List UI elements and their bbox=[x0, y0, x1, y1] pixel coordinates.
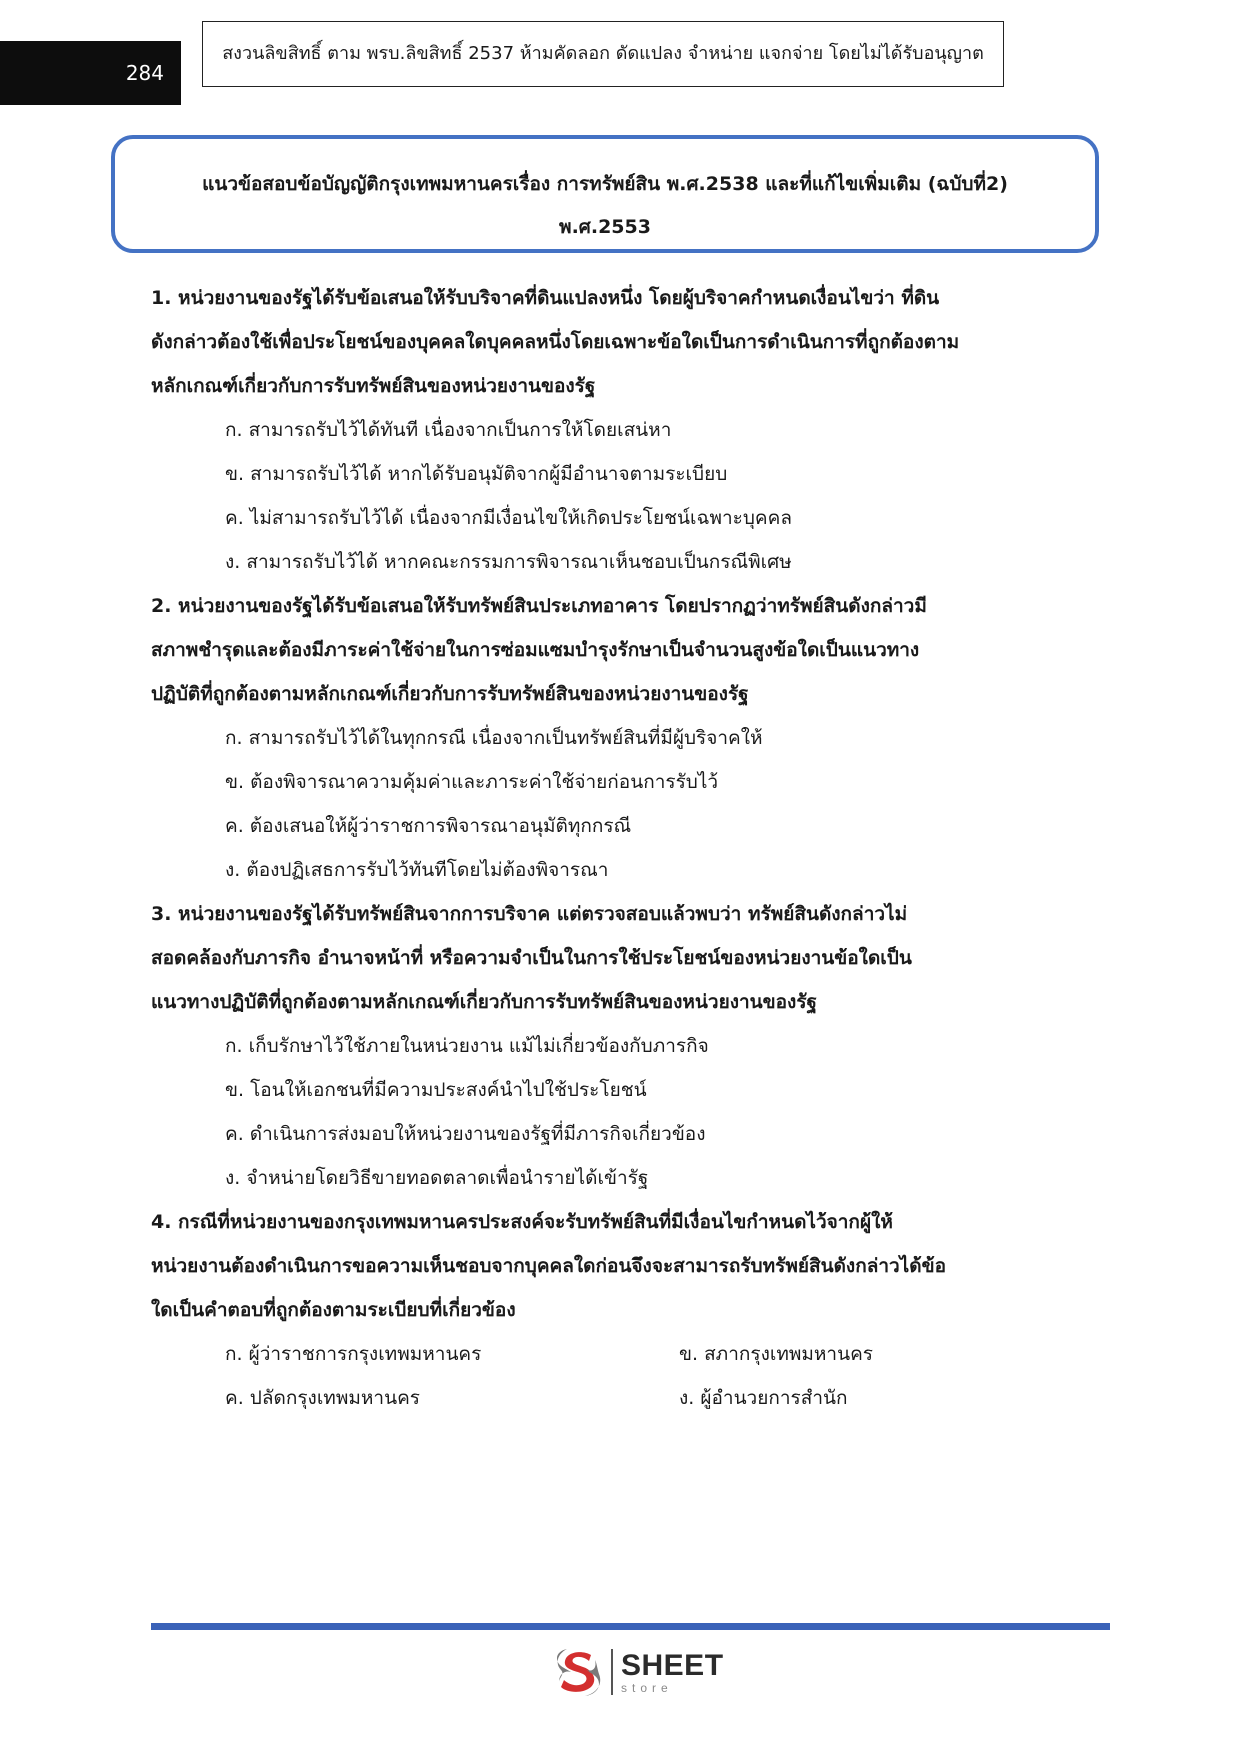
answer-option: ข. สภากรุงเทพมหานคร bbox=[679, 1343, 874, 1365]
question-text: แนวทางปฏิบัติที่ถูกต้องตามหลักเกณฑ์เกี่ยวกับการรับทรัพย์สินของหน่วยงานของรัฐ bbox=[151, 991, 818, 1013]
question-list bbox=[151, 276, 1101, 1420]
question-text: 2. หน่วยงานของรัฐได้รับข้อเสนอให้รับทรัพย์สินประเภทอาคาร โดยปรากฏว่าทรัพย์สินดังกล่าวมี bbox=[151, 595, 927, 617]
answer-option: ข. สามารถรับไว้ได้ หากได้รับอนุมัติจากผู้มีอำนาจตามระเบียบ bbox=[225, 463, 728, 485]
copyright-notice: สงวนลิขสิทธิ์ ตาม พรบ.ลิขสิทธิ์ 2537 ห้ามคัดลอก ดัดแปลง จำหน่าย แจกจ่าย โดยไม่ได้รับอนุญาต bbox=[202, 21, 1004, 87]
answer-option: ค. ดำเนินการส่งมอบให้หน่วยงานของรัฐที่มีภารกิจเกี่ยวข้อง bbox=[225, 1123, 706, 1145]
answer-option: ก. สามารถรับไว้ได้ทันที เนื่องจากเป็นการให้โดยเสน่หา bbox=[225, 419, 672, 441]
answer-option-grid bbox=[151, 1332, 1101, 1420]
question-text: สภาพชำรุดและต้องมีภาระค่าใช้จ่ายในการซ่อมแซมบำรุงรักษาเป็นจำนวนสูงข้อใดเป็นแนวทาง bbox=[151, 639, 920, 661]
question-text: 4. กรณีที่หน่วยงานของกรุงเทพมหานครประสงค์จะรับทรัพย์สินที่มีเงื่อนไขกำหนดไว้จากผู้ให้ bbox=[151, 1211, 893, 1233]
question-text: หลักเกณฑ์เกี่ยวกับการรับทรัพย์สินของหน่วยงานของรัฐ bbox=[151, 375, 596, 397]
question-4 bbox=[151, 1200, 1101, 1420]
answer-option: ก. สามารถรับไว้ได้ในทุกกรณี เนื่องจากเป็นทรัพย์สินที่มีผู้บริจาคให้ bbox=[225, 727, 763, 749]
section-title-line-2: พ.ศ.2553 bbox=[559, 216, 651, 238]
question-text: ปฏิบัติที่ถูกต้องตามหลักเกณฑ์เกี่ยวกับการรับทรัพย์สินของหน่วยงานของรัฐ bbox=[151, 683, 749, 705]
question-text: ใดเป็นคำตอบที่ถูกต้องตามระเบียบที่เกี่ยวข้อง bbox=[151, 1299, 516, 1321]
question-3 bbox=[151, 892, 1101, 1200]
question-2 bbox=[151, 584, 1101, 892]
sheet-s-logo-icon bbox=[553, 1646, 605, 1698]
footer-divider bbox=[151, 1623, 1110, 1630]
answer-option: ข. โอนให้เอกชนที่มีความประสงค์นำไปใช้ประโยชน์ bbox=[225, 1079, 647, 1101]
sheet-store-logo bbox=[553, 1645, 724, 1699]
answer-option: ค. ปลัดกรุงเทพมหานคร bbox=[225, 1387, 420, 1409]
question-text: 3. หน่วยงานของรัฐได้รับทรัพย์สินจากการบริจาค แต่ตรวจสอบแล้วพบว่า ทรัพย์สินดังกล่าวไม่ bbox=[151, 903, 908, 925]
answer-option: ค. ต้องเสนอให้ผู้ว่าราชการพิจารณาอนุมัติทุกกรณี bbox=[225, 815, 632, 837]
question-text: หน่วยงานต้องดำเนินการขอความเห็นชอบจากบุคคลใดก่อนจึงจะสามารถรับทรัพย์สินดังกล่าวได้ข้อ bbox=[151, 1255, 946, 1277]
logo-sub-text: store bbox=[621, 1680, 673, 1695]
question-text: สอดคล้องกับภารกิจ อำนาจหน้าที่ หรือความจำเป็นในการใช้ประโยชน์ของหน่วยงานข้อใดเป็น bbox=[151, 947, 912, 969]
logo-wordmark bbox=[621, 1648, 724, 1695]
answer-option: ก. ผู้ว่าราชการกรุงเทพมหานคร bbox=[225, 1343, 482, 1365]
page-number: 284 bbox=[0, 41, 181, 105]
question-text: 1. หน่วยงานของรัฐได้รับข้อเสนอให้รับบริจาคที่ดินแปลงหนึ่ง โดยผู้บริจาคกำหนดเงื่อนไขว่า ที่ดิน bbox=[151, 287, 940, 309]
answer-option: ข. ต้องพิจารณาความคุ้มค่าและภาระค่าใช้จ่ายก่อนการรับไว้ bbox=[225, 771, 719, 793]
logo-separator bbox=[611, 1649, 613, 1695]
answer-option: ก. เก็บรักษาไว้ใช้ภายในหน่วยงาน แม้ไม่เกี่ยวข้องกับภารกิจ bbox=[225, 1035, 709, 1057]
answer-option: ง. สามารถรับไว้ได้ หากคณะกรรมการพิจารณาเห็นชอบเป็นกรณีพิเศษ bbox=[225, 551, 792, 573]
logo-main-text: SHEET bbox=[621, 1648, 724, 1682]
question-1 bbox=[151, 276, 1101, 584]
answer-option: ง. ผู้อำนวยการสำนัก bbox=[679, 1387, 848, 1409]
question-text: ดังกล่าวต้องใช้เพื่อประโยชน์ของบุคคลใดบุคคลหนึ่งโดยเฉพาะข้อใดเป็นการดำเนินการที่ถูกต้องตาม bbox=[151, 331, 960, 353]
answer-option: ค. ไม่สามารถรับไว้ได้ เนื่องจากมีเงื่อนไขให้เกิดประโยชน์เฉพาะบุคคล bbox=[225, 507, 792, 529]
answer-option: ง. จำหน่ายโดยวิธีขายทอดตลาดเพื่อนำรายได้เข้ารัฐ bbox=[225, 1167, 649, 1189]
answer-option: ง. ต้องปฏิเสธการรับไว้ทันทีโดยไม่ต้องพิจารณา bbox=[225, 859, 609, 881]
section-title bbox=[111, 135, 1099, 253]
section-title-line-1: แนวข้อสอบข้อบัญญัติกรุงเทพมหานครเรื่อง การทรัพย์สิน พ.ศ.2538 และที่แก้ไขเพิ่มเติม (ฉบับที่2) bbox=[202, 173, 1008, 195]
